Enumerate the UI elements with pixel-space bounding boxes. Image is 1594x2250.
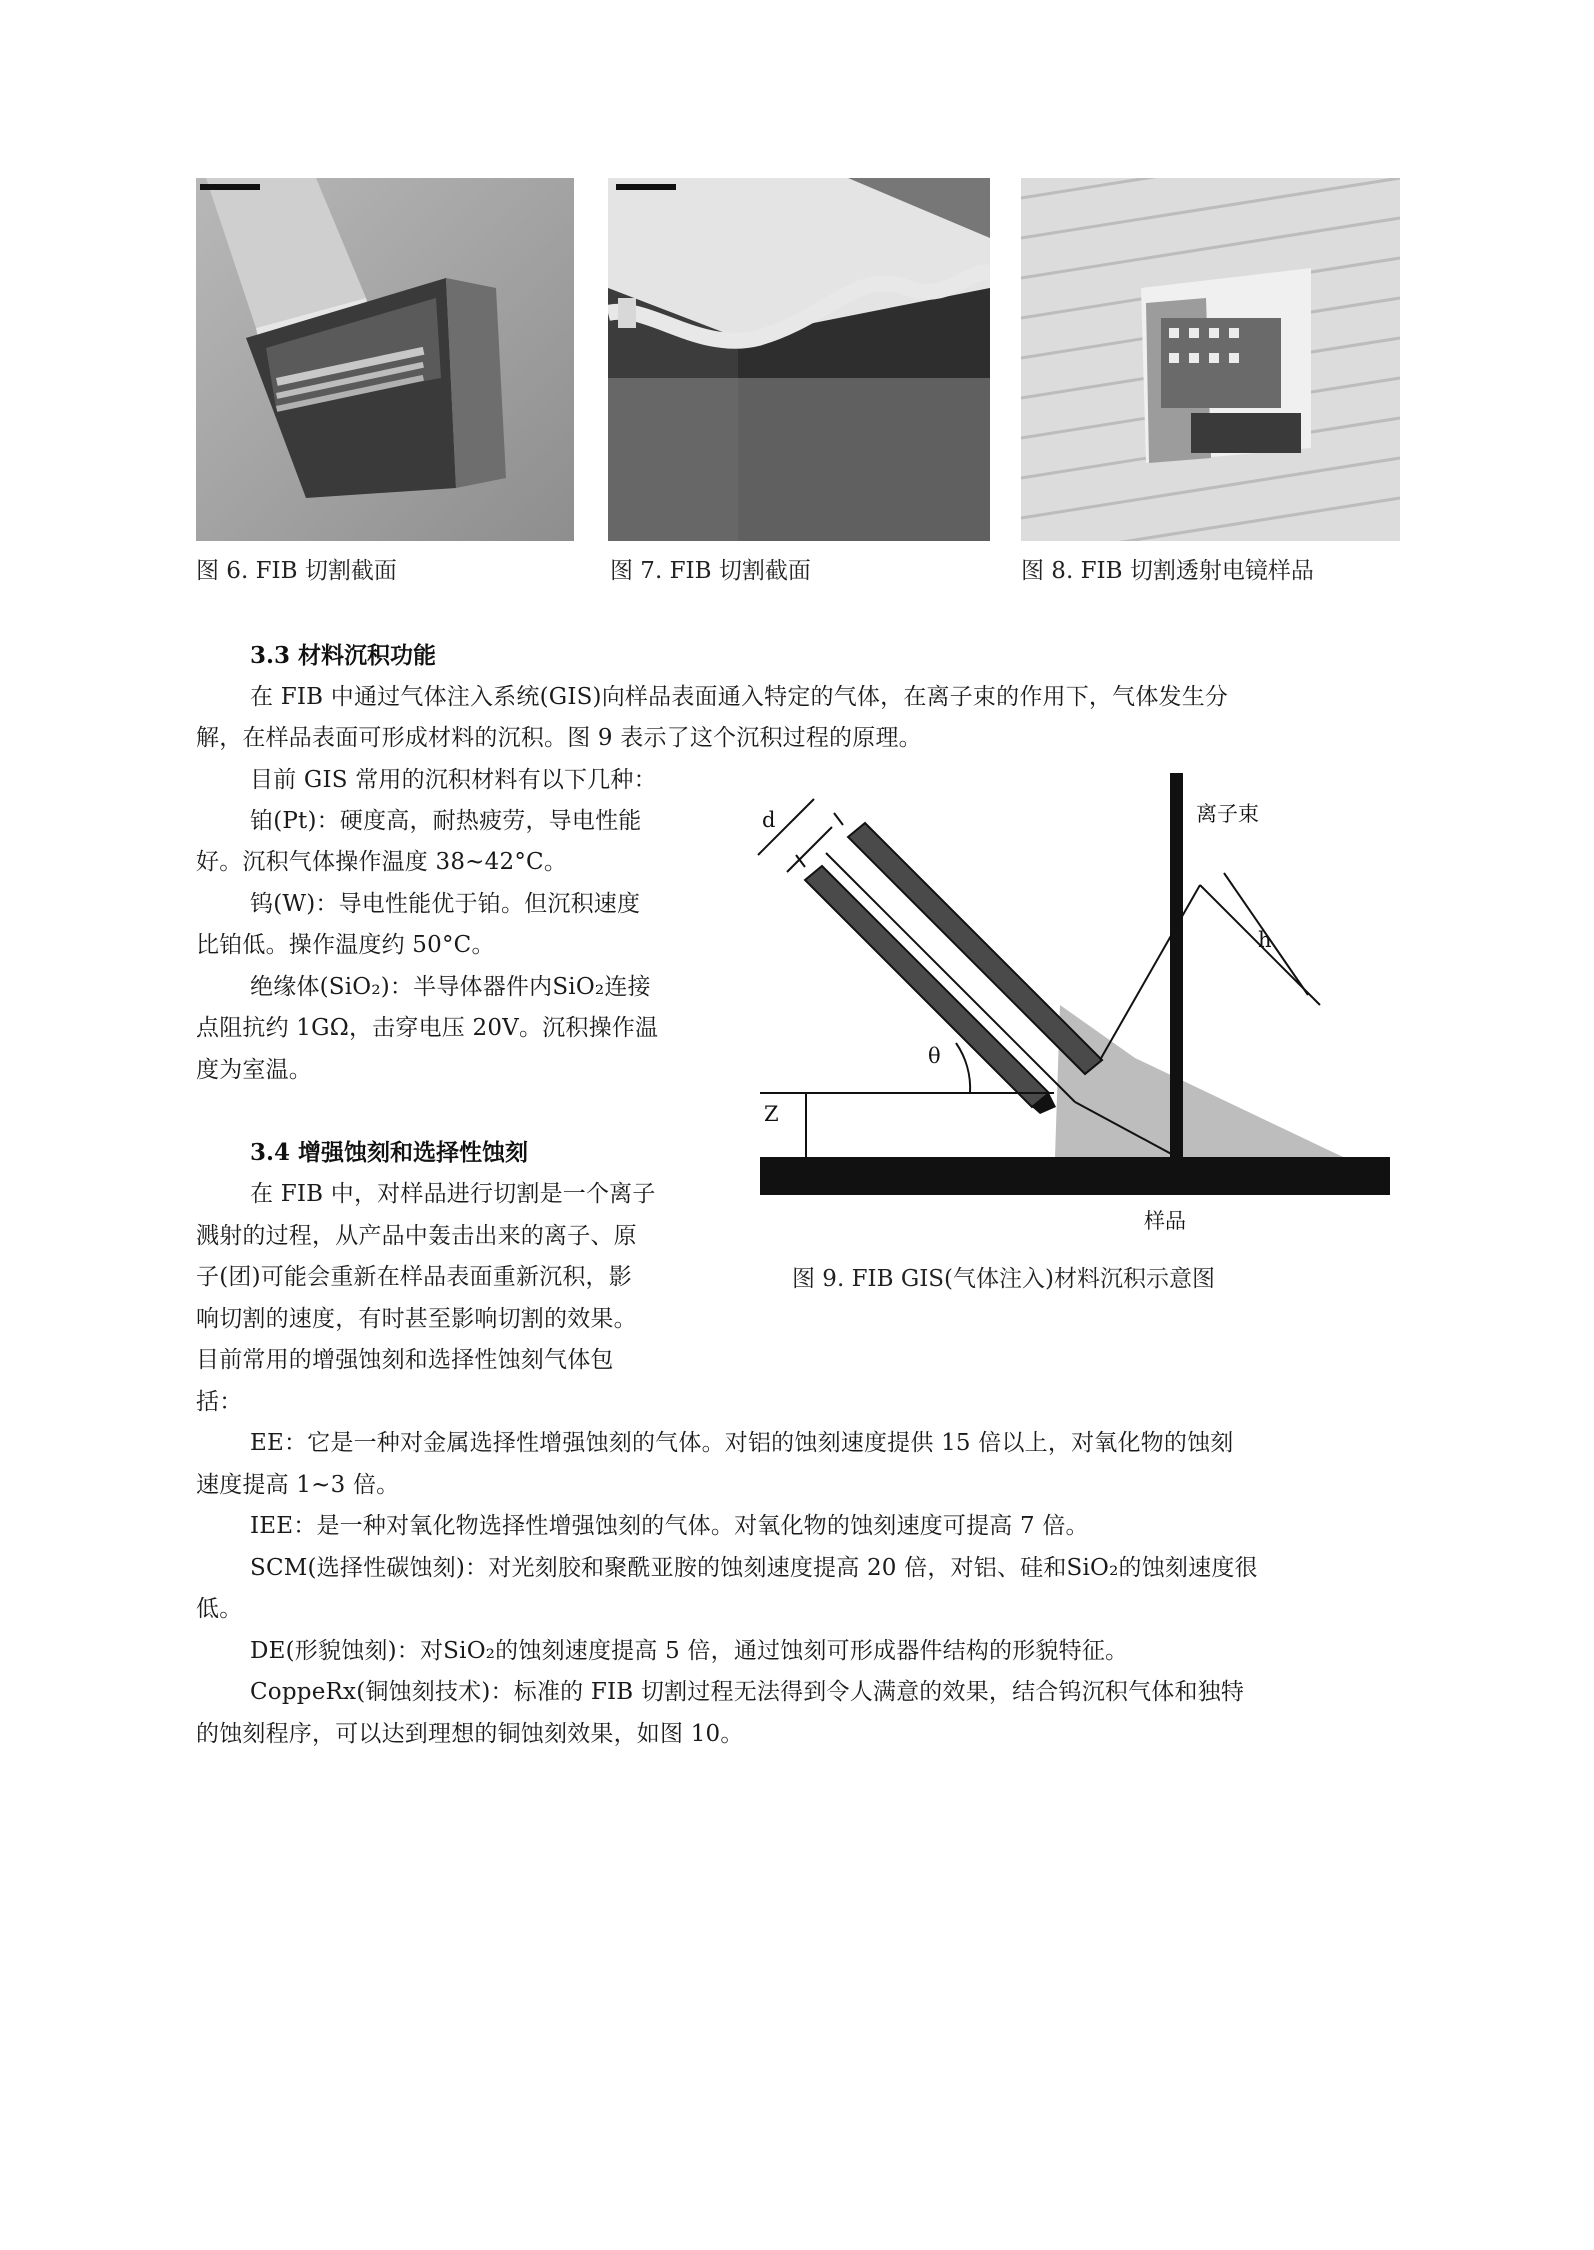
text-line: 括： (196, 1389, 243, 1415)
text-line: 低。 (196, 1596, 243, 1622)
text-line: CoppeRx(铜蚀刻技术)：标准的 FIB 切割过程无法得到令人满意的效果，结合钨沉积气体和独特 (250, 1679, 1245, 1705)
figure-8-image (1021, 178, 1400, 541)
figure-6-caption: 图 6. FIB 切割截面 (196, 558, 397, 584)
section-3-4-heading: 3.4 增强蚀刻和选择性蚀刻 (250, 1139, 529, 1166)
text-line: 度为室温。 (196, 1057, 312, 1083)
text-line: 的蚀刻程序，可以达到理想的铜蚀刻效果，如图 10。 (196, 1721, 744, 1747)
text-line: 子(团)可能会重新在样品表面重新沉积，影 (196, 1264, 632, 1290)
figure-7-image (608, 178, 990, 541)
ion-beam (1170, 773, 1183, 1157)
label-sample: 样品 (1144, 1209, 1186, 1233)
text-line: DE(形貌蚀刻)：对SiO₂的蚀刻速度提高 5 倍，通过蚀刻可形成器件结构的形貌特征。 (250, 1638, 1129, 1664)
label-theta: θ (928, 1044, 941, 1068)
text-line: SCM(选择性碳蚀刻)：对光刻胶和聚酰亚胺的蚀刻速度提高 20 倍，对铝、硅和SiO₂的蚀刻速度很 (250, 1555, 1258, 1581)
text-line: 点阻抗约 1GΩ，击穿电压 20V。沉积操作温 (196, 1015, 659, 1041)
text-line: 比铂低。操作温度约 50°C。 (196, 932, 495, 958)
text-line: IEE：是一种对氧化物选择性增强蚀刻的气体。对氧化物的蚀刻速度可提高 7 倍。 (250, 1513, 1089, 1539)
text-line: 溅射的过程，从产品中轰击出来的离子、原 (196, 1223, 637, 1249)
label-z: Z (764, 1102, 779, 1126)
text-line: 在 FIB 中通过气体注入系统(GIS)向样品表面通入特定的气体，在离子束的作用下，气体发生分 (250, 684, 1229, 710)
section-3-3-heading: 3.3 材料沉积功能 (250, 642, 437, 669)
label-h: h (1258, 928, 1272, 952)
figure-6-image (196, 178, 574, 541)
gas-plume (1055, 1005, 1343, 1157)
text-line: 解，在样品表面可形成材料的沉积。图 9 表示了这个沉积过程的原理。 (196, 725, 922, 751)
text-line: 在 FIB 中，对样品进行切割是一个离子 (250, 1181, 656, 1207)
text-line: 速度提高 1~3 倍。 (196, 1472, 400, 1498)
label-d: d (762, 808, 776, 832)
label-ion-beam: 离子束 (1196, 802, 1259, 826)
figure-8-caption: 图 8. FIB 切割透射电镜样品 (1021, 558, 1314, 584)
text-line: 绝缘体(SiO₂)：半导体器件内SiO₂连接 (250, 974, 651, 1000)
sample-substrate (760, 1157, 1390, 1195)
text-line: 好。沉积气体操作温度 38~42°C。 (196, 849, 568, 875)
text-line: 目前 GIS 常用的沉积材料有以下几种： (250, 767, 657, 793)
figure-9-diagram (740, 765, 1410, 1245)
text-line: 铂(Pt)：硬度高，耐热疲劳，导电性能 (250, 808, 642, 834)
text-line: 目前常用的增强蚀刻和选择性蚀刻气体包 (196, 1347, 614, 1373)
figure-7-caption: 图 7. FIB 切割截面 (610, 558, 811, 584)
figure-9-caption: 图 9. FIB GIS(气体注入)材料沉积示意图 (792, 1266, 1215, 1292)
text-line: 响切割的速度，有时甚至影响切割的效果。 (196, 1306, 637, 1332)
text-line: 钨(W)：导电性能优于铂。但沉积速度 (250, 891, 641, 917)
text-line: EE：它是一种对金属选择性增强蚀刻的气体。对铝的蚀刻速度提供 15 倍以上，对氧化物的蚀刻 (250, 1430, 1234, 1456)
